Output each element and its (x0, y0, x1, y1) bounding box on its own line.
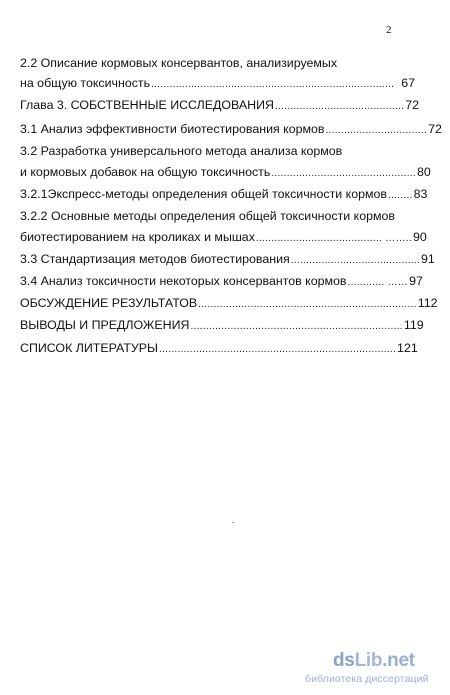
toc-leader: ............................................................................. (159, 344, 397, 355)
toc-leader: ................................. (325, 125, 428, 136)
toc-entry-text: 3.3 Стандартизация методов биотестирования (20, 252, 290, 266)
toc-leader: ........ (387, 190, 413, 201)
toc-page-number: 90 (412, 230, 427, 244)
toc-page-number: 67 (401, 76, 415, 90)
scan-speck (232, 522, 234, 523)
toc-entry-text: 3.2 Разработка универсального метода анализа кормов (20, 144, 343, 158)
page-number: 2 (386, 24, 392, 36)
toc-entry-text: 3.2.1Экспресс-методы определения общей токсичности кормов (20, 187, 387, 201)
toc-page-number: 80 (417, 165, 431, 179)
toc-page-number: 72 (428, 122, 442, 136)
dslib-watermark (305, 650, 445, 690)
toc-entry-text: 2.2 Описание кормовых консервантов, анализируемых (20, 56, 338, 70)
toc-page-number: 72 (405, 98, 420, 112)
toc-entry-text: и кормовых добавок на общую токсичность (20, 165, 271, 179)
toc-page-number: 83 (413, 187, 428, 201)
dslib-logo (333, 650, 415, 672)
toc-page-number: 112 (417, 296, 438, 310)
logo-ds-text: ds (333, 650, 355, 671)
toc-page-number: 91 (421, 252, 435, 266)
toc-leader: ............................................................................... (151, 79, 395, 90)
toc-leader: ............................................... (271, 168, 416, 179)
toc-page-number: 121 (397, 341, 418, 355)
toc-entry-text: СПИСОК ЛИТЕРАТУРЫ (20, 341, 159, 355)
toc-page-number: 119 (403, 318, 424, 332)
toc-entry-text: 3.4 Анализ токсичности некоторых консервантов кормов (20, 274, 347, 288)
toc-entry-text: ОБСУЖДЕНИЕ РЕЗУЛЬТАТОВ (20, 296, 198, 310)
logo-lib-text: Lib (354, 650, 383, 671)
toc-entry-text: на общую токсичность (20, 76, 151, 90)
dslib-subtitle: библиотека диссертаций (305, 673, 429, 685)
toc-leader: ......................................... …….. (255, 233, 412, 244)
toc-entry-text: ВЫВОДЫ И ПРЕДЛОЖЕНИЯ (20, 318, 190, 332)
toc-line (20, 295, 438, 311)
toc-leader: .......................................... (274, 101, 405, 112)
toc-entry-text: 3.2.2 Основные методы определения общей токсичности кормов (20, 209, 395, 223)
toc-page-number: 97 (409, 274, 423, 288)
toc-line (20, 340, 418, 356)
toc-entry-text: биотестированием на кроликах и мышах (20, 230, 255, 244)
logo-net-text: .net (382, 650, 415, 671)
toc-leader: .......................................... (290, 255, 421, 266)
toc-leader: ..................................................................... (190, 321, 403, 332)
toc-line (20, 317, 424, 333)
toc-leader: ....................................................................... (198, 299, 417, 310)
toc-entry-text: 3.1 Анализ эффективности биотестирования кормов (20, 122, 325, 136)
toc-leader: ............ …… (347, 277, 409, 288)
toc-entry-text: Глава 3. СОБСТВЕННЫЕ ИССЛЕДОВАНИЯ (20, 98, 274, 112)
